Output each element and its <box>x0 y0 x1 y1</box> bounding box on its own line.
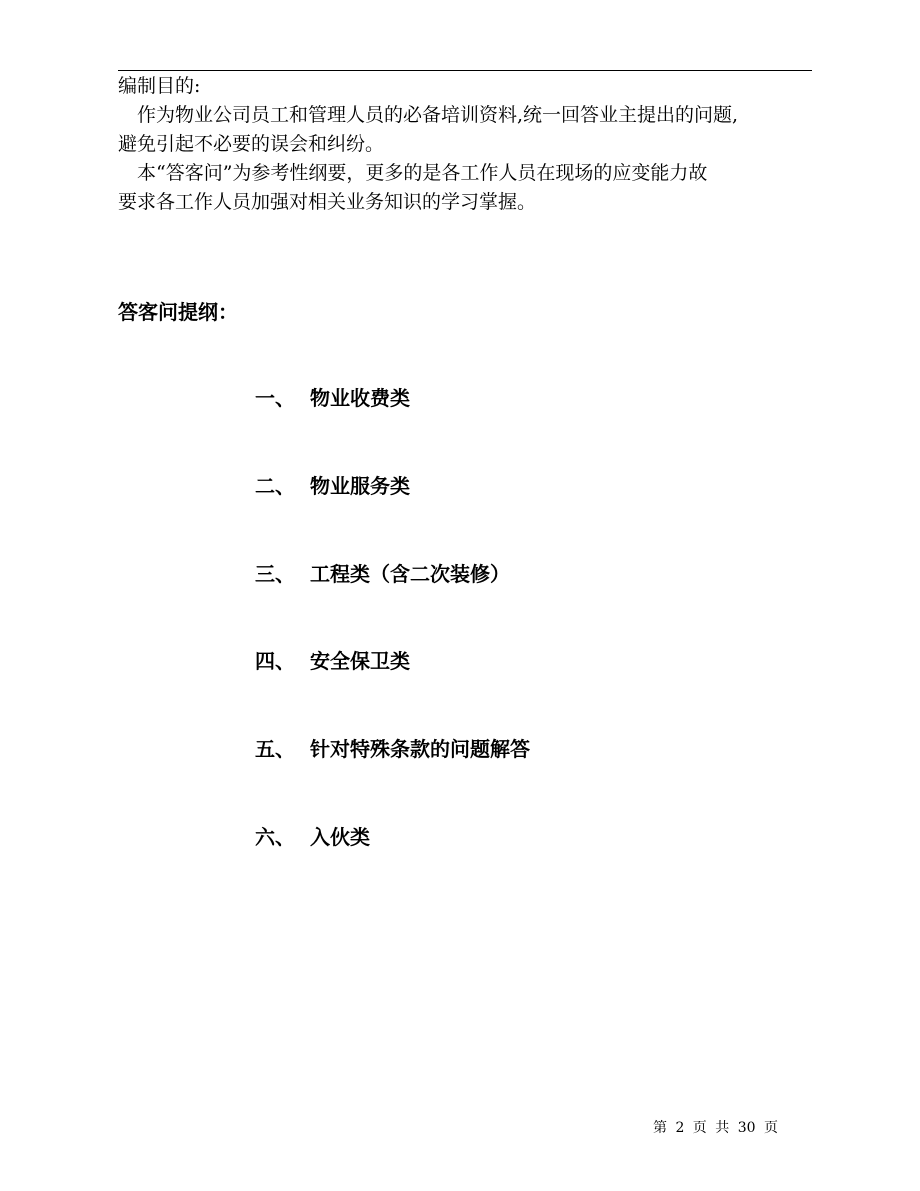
outline-item <box>255 822 370 852</box>
outline-item-number: 一、 <box>255 386 295 410</box>
outline-item-text: 针对特殊条款的问题解答 <box>310 737 530 761</box>
outline-item <box>255 646 410 676</box>
outline-item <box>255 559 510 589</box>
purpose-line-3: 本“答客问”为参考性纲要，更多的是各工作人员在现场的应变能力故 <box>137 162 708 184</box>
outline-item-number: 三、 <box>255 562 295 586</box>
outline-item-number: 五、 <box>255 737 295 761</box>
outline-item-number: 四、 <box>255 649 295 673</box>
purpose-heading: 编制目的: <box>118 75 201 97</box>
outline-heading: 答客问提纲： <box>118 300 238 324</box>
outline-item-number: 六、 <box>255 825 295 849</box>
outline-item <box>255 471 410 501</box>
page-number-footer: 第 2 页 共 30 页 <box>653 1120 778 1136</box>
outline-item <box>255 383 410 413</box>
outline-item-text: 入伙类 <box>310 825 370 849</box>
outline-item-text: 物业收费类 <box>310 386 410 410</box>
purpose-line-1: 作为物业公司员工和管理人员的必备培训资料,统一回答业主提出的问题, <box>137 104 739 126</box>
outline-item-text: 物业服务类 <box>310 474 410 498</box>
purpose-line-4: 要求各工作人员加强对相关业务知识的学习掌握。 <box>118 191 537 213</box>
outline-item <box>255 734 530 764</box>
purpose-section <box>118 72 818 217</box>
purpose-line-2: 避免引起不必要的误会和纠纷。 <box>118 133 385 155</box>
outline-item-text: 工程类（含二次装修） <box>310 562 510 586</box>
outline-item-text: 安全保卫类 <box>310 649 410 673</box>
header-rule <box>118 70 812 71</box>
outline-item-number: 二、 <box>255 474 295 498</box>
